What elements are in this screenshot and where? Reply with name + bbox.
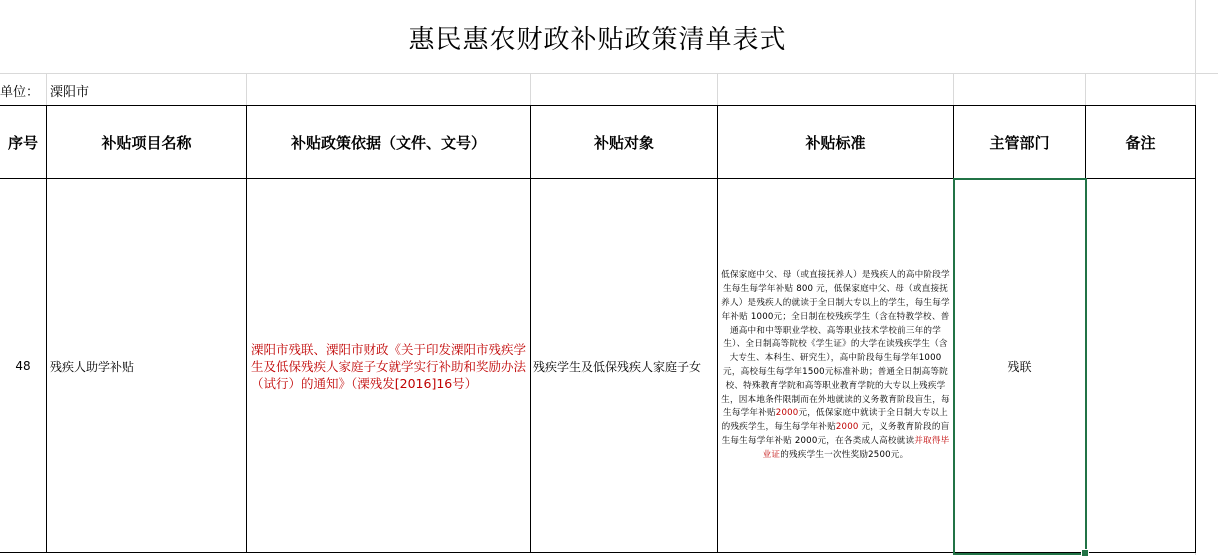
gridline bbox=[46, 74, 47, 105]
standard-part4: 的残疾学生一次性奖励2500元。 bbox=[780, 449, 909, 460]
standard-part3: 元，义务教育阶段的盲生每生每学年补贴 2000元，在各类成人高校就读 bbox=[721, 422, 950, 446]
standard-part2: 元，低保家庭中就读于全日制大专以上的残疾学生，每生每学年补贴 bbox=[721, 408, 948, 433]
standard-highlight: 并取得毕业证 bbox=[762, 435, 950, 460]
standard-amount1: 2000 bbox=[775, 408, 799, 419]
gridline bbox=[246, 74, 247, 105]
header-policy-basis[interactable]: 补贴政策依据（文件、文号） bbox=[290, 133, 486, 152]
table-border bbox=[1195, 105, 1196, 553]
cell-target[interactable]: 残疾学生及低保残疾人家庭子女 bbox=[533, 359, 702, 374]
cell-remark[interactable] bbox=[1086, 179, 1195, 553]
header-seq[interactable]: 序号 bbox=[7, 133, 38, 152]
standard-amount2: 2000 bbox=[835, 422, 859, 433]
header-department[interactable]: 主管部门 bbox=[989, 133, 1050, 152]
gridline bbox=[530, 74, 531, 105]
cell-standard[interactable] bbox=[718, 179, 953, 553]
gridline bbox=[717, 74, 718, 105]
header-target[interactable]: 补贴对象 bbox=[593, 133, 654, 152]
cell-seq[interactable]: 48 bbox=[15, 359, 31, 373]
cell-department[interactable]: 残联 bbox=[1007, 359, 1032, 374]
gridline bbox=[1085, 74, 1086, 105]
cell-project-name[interactable]: 残疾人助学补贴 bbox=[50, 359, 135, 374]
header-project-name[interactable]: 补贴项目名称 bbox=[101, 133, 192, 152]
header-remark[interactable]: 备注 bbox=[1125, 133, 1156, 152]
active-cell-selection bbox=[953, 178, 1087, 555]
standard-text bbox=[718, 269, 953, 462]
gridline bbox=[953, 74, 954, 105]
cell-policy-basis[interactable] bbox=[247, 179, 530, 553]
sheet-title[interactable]: 惠民惠农财政补贴政策清单表式 bbox=[408, 24, 787, 55]
unit-label[interactable]: 单位： bbox=[0, 84, 40, 100]
header-standard[interactable]: 补贴标准 bbox=[805, 133, 866, 152]
standard-part1: 低保家庭中父、母（或直接抚养人）是残疾人的高中阶段学生每生每学年补贴 800 元，低保家庭中父、母（或直接抚养人）是残疾人的就读于全日制大专以上的学生，每生每学年补贴 1000元；全日制在校残疾学生（含在特教学校、普通高中和中等职业学校、高等职业技术学校前三年的学生）、全日制高等院校《学生证》的大学在读残疾学生（含大专生、本科生、研究生），高中阶段每生每学年1000元，高校每生每学年1500元标准补助；普通全日制高等院校、特殊教育学院和高等职业教育学院的大专以上残疾学生，因本地条件限制而在外地就读的义务教育阶段盲生，每生每学年补贴 bbox=[721, 270, 950, 419]
unit-value[interactable]: 溧阳市 bbox=[50, 84, 90, 100]
policy-basis-text: 溧阳市残联、溧阳市财政《关于印发溧阳市残疾学生及低保残疾人家庭子女就学实行补助和奖励办法（试行）的通知》（溧残发[2016]16号） bbox=[251, 341, 527, 391]
fill-handle[interactable] bbox=[1081, 549, 1089, 557]
